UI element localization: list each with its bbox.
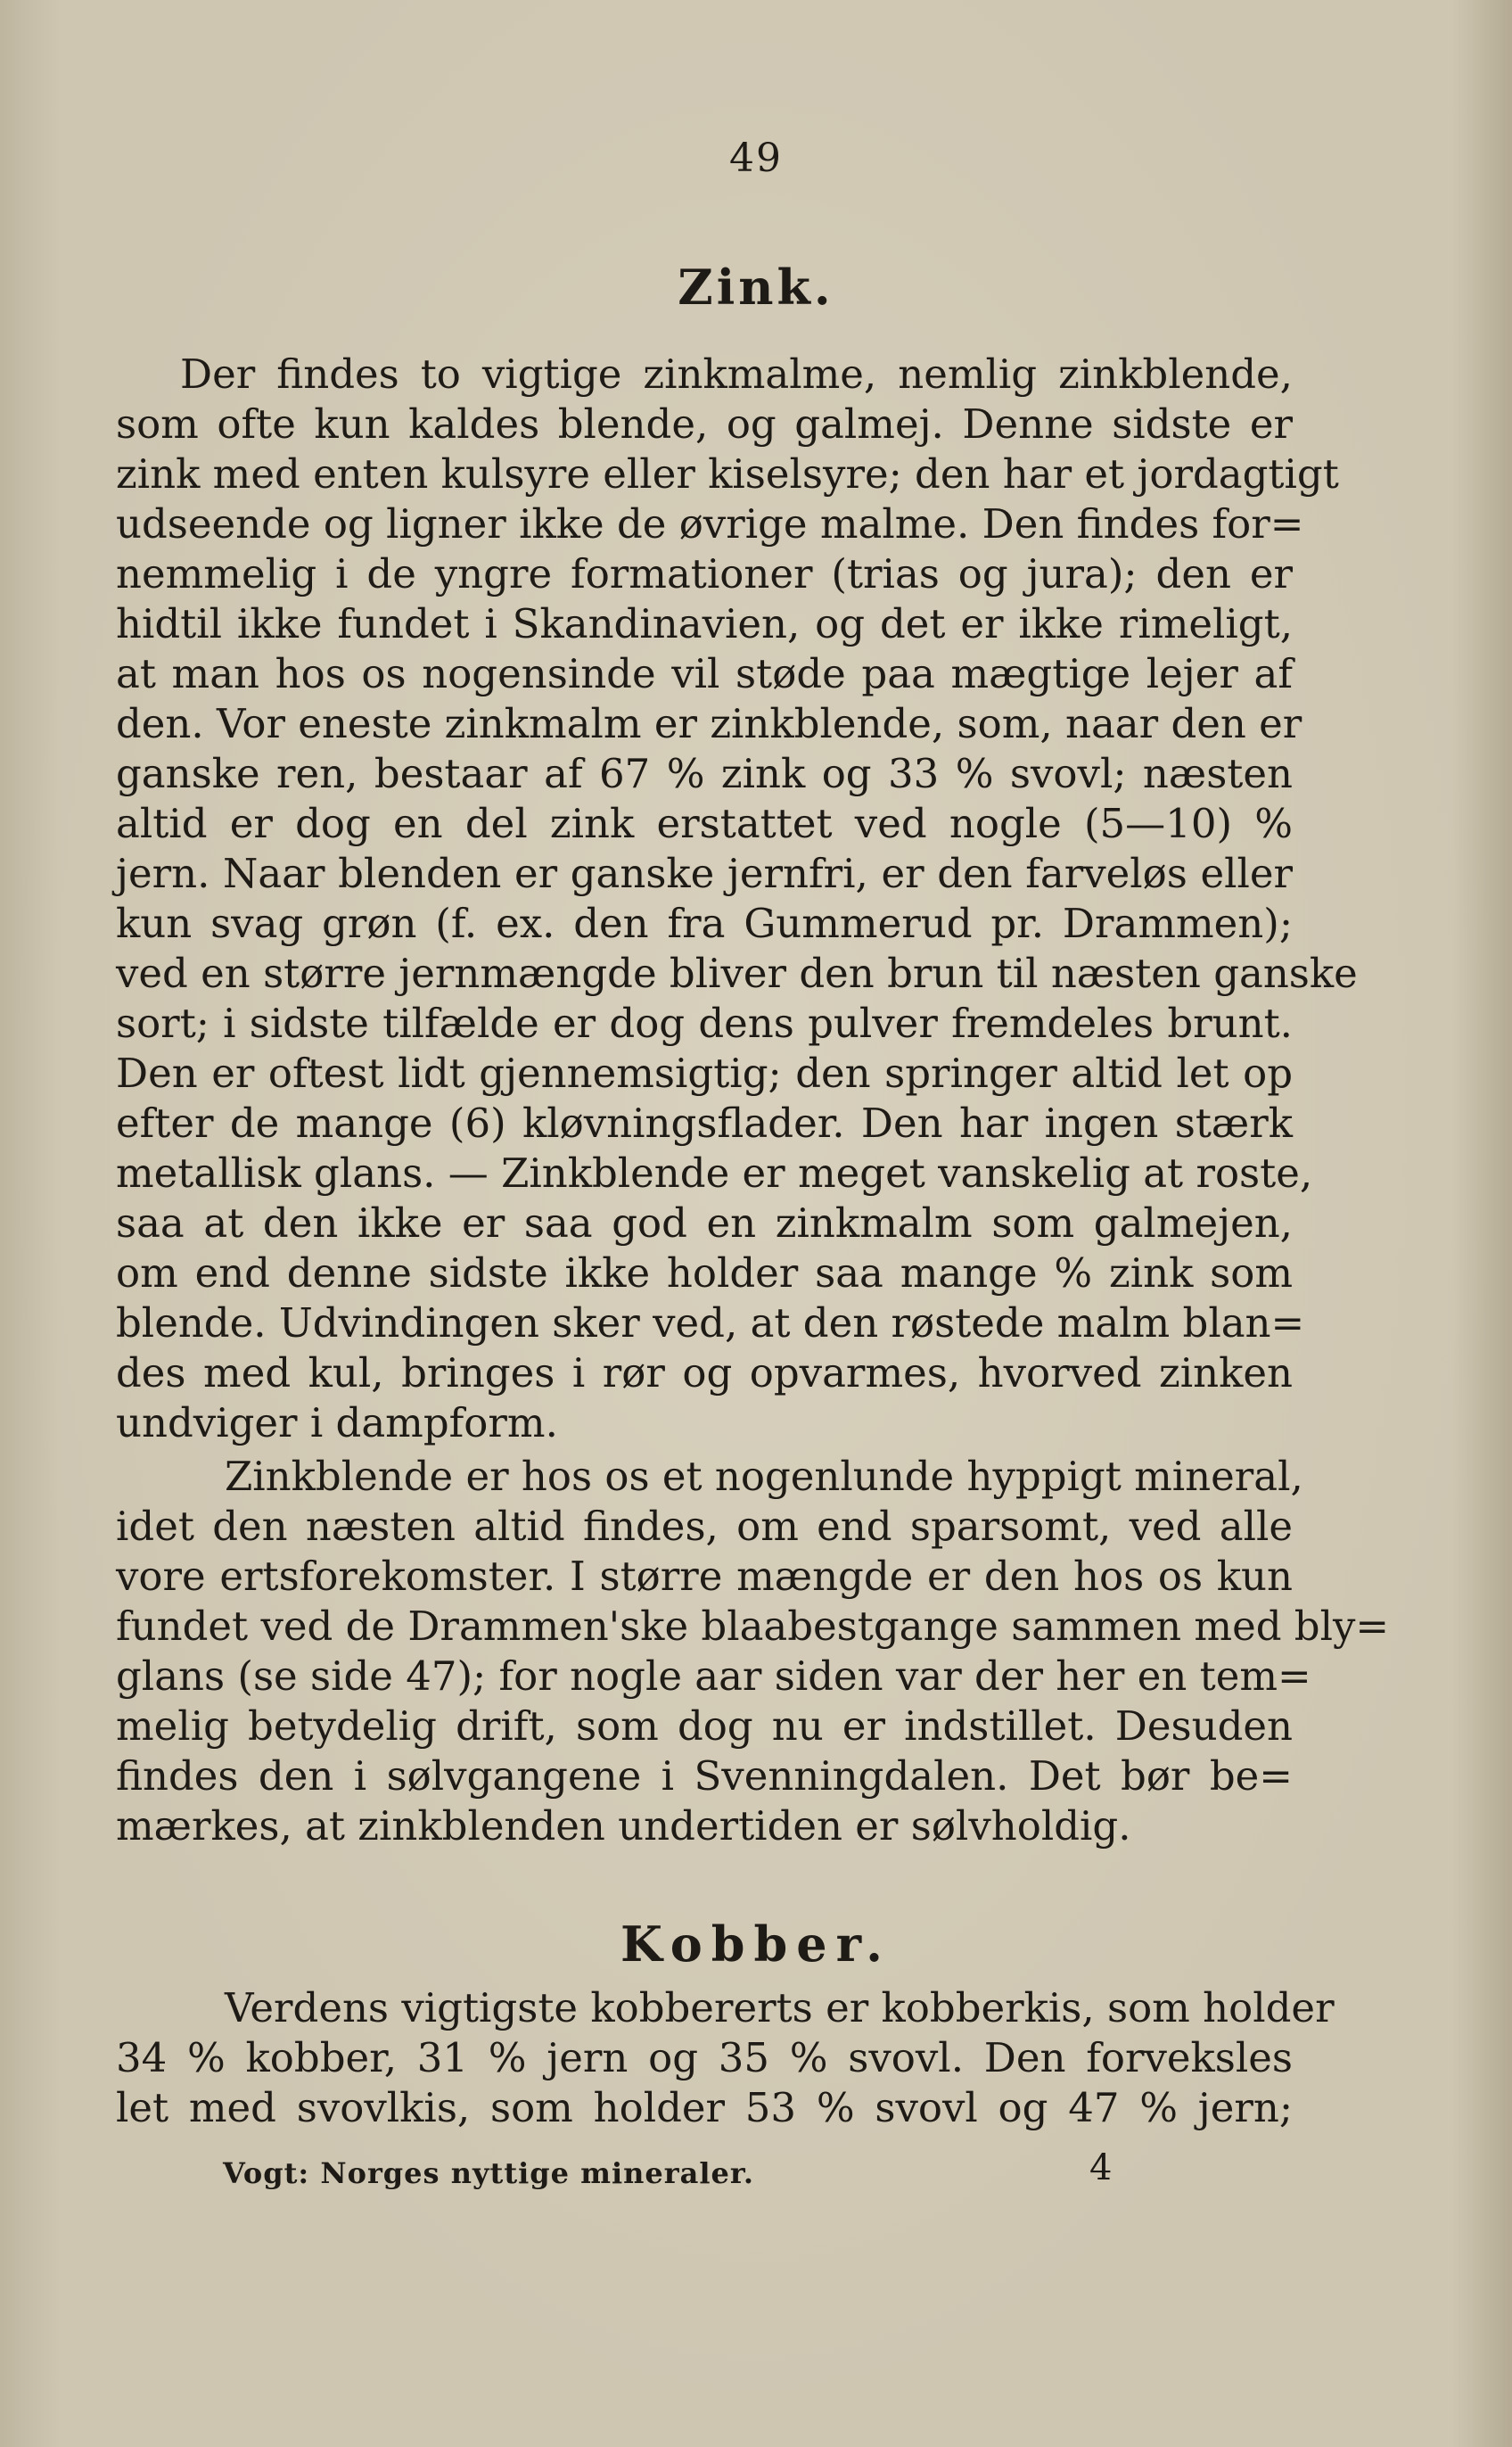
text-line: findes den i sølvgangene i Svenningdalen. Det bør be= (116, 1752, 1293, 1800)
section-heading-zink: Zink. (678, 259, 834, 316)
text-line: glans (se side 47); for nogle aar siden var der her en tem= (116, 1652, 1311, 1700)
text-line: om end denne sidste ikke holder saa mange % zink som (116, 1249, 1293, 1297)
text-line: let med svovlkis, som holder 53 % svovl og 47 % jern; (116, 2084, 1293, 2131)
text-line: nemmelig i de yngre formationer (trias og jura); den er (116, 550, 1293, 597)
text-line: Der findes to vigtige zinkmalme, nemlig zinkblende, (180, 350, 1293, 398)
text-line: ved en større jernmængde bliver den brun til næsten ganske (116, 950, 1358, 997)
text-line: Den er oftest lidt gjennemsigtig; den springer altid let op (116, 1050, 1293, 1097)
text-line: jern. Naar blenden er ganske jernfri, er den farveløs eller (116, 850, 1293, 897)
text-line: saa at den ikke er saa god en zinkmalm som galmejen, (116, 1199, 1293, 1247)
text-line: fundet ved de Drammen'ske blaabestgange sammen med bly= (116, 1602, 1390, 1650)
text-line: mærkes, at zinkblenden undertiden er sølvholdig. (116, 1802, 1131, 1850)
text-line: idet den næsten altid findes, om end sparsomt, ved alle (116, 1503, 1293, 1550)
page-number: 49 (729, 136, 783, 181)
text-line: at man hos os nogensinde vil støde paa mægtige lejer af (116, 650, 1293, 697)
text-line: undviger i dampform. (116, 1399, 558, 1446)
text-line: hidtil ikke fundet i Skandinavien, og det er ikke rimeligt, (116, 600, 1293, 647)
text-line: den. Vor eneste zinkmalm er zinkblende, som, naar den er (116, 700, 1302, 747)
text-line: zink med enten kulsyre eller kiselsyre; den har et jordagtigt (116, 450, 1339, 498)
text-line: Verdens vigtigste kobbererts er kobberkis, som holder (225, 1984, 1335, 2031)
text-line: blende. Udvindingen sker ved, at den røstede malm blan= (116, 1299, 1305, 1347)
text-line: altid er dog en del zink erstattet ved nogle (5—10) % (116, 800, 1293, 847)
text-line: des med kul, bringes i rør og opvarmes, hvorved zinken (116, 1349, 1293, 1397)
text-line: kun svag grøn (f. ex. den fra Gummerud pr. Drammen); (116, 900, 1293, 947)
text-line: efter de mange (6) kløvningsflader. Den har ingen stærk (116, 1100, 1293, 1147)
sheet-number: 4 (1089, 2147, 1113, 2188)
text-line: udseende og ligner ikke de øvrige malme. Den findes for= (116, 500, 1304, 548)
text-line: metallisk glans. — Zinkblende er meget vanskelig at roste, (116, 1149, 1313, 1197)
text-line: vore ertsforekomster. I større mængde er den hos os kun (116, 1553, 1293, 1600)
text-line: sort; i sidste tilfælde er dog dens pulver fremdeles brunt. (116, 1000, 1293, 1047)
section-heading-kobber: Kobber. (620, 1916, 892, 1973)
text-line: som ofte kun kaldes blende, og galmej. Denne sidste er (116, 400, 1293, 448)
text-line: ganske ren, bestaar af 67 % zink og 33 % svovl; næsten (116, 750, 1293, 797)
text-line: Zinkblende er hos os et nogenlunde hyppigt mineral, (225, 1453, 1303, 1500)
text-line: melig betydelig drift, som dog nu er indstillet. Desuden (116, 1702, 1293, 1750)
signature-line: Vogt: Norges nyttige mineraler. (223, 2156, 754, 2190)
text-line: 34 % kobber, 31 % jern og 35 % svovl. Den forveksles (116, 2034, 1293, 2081)
